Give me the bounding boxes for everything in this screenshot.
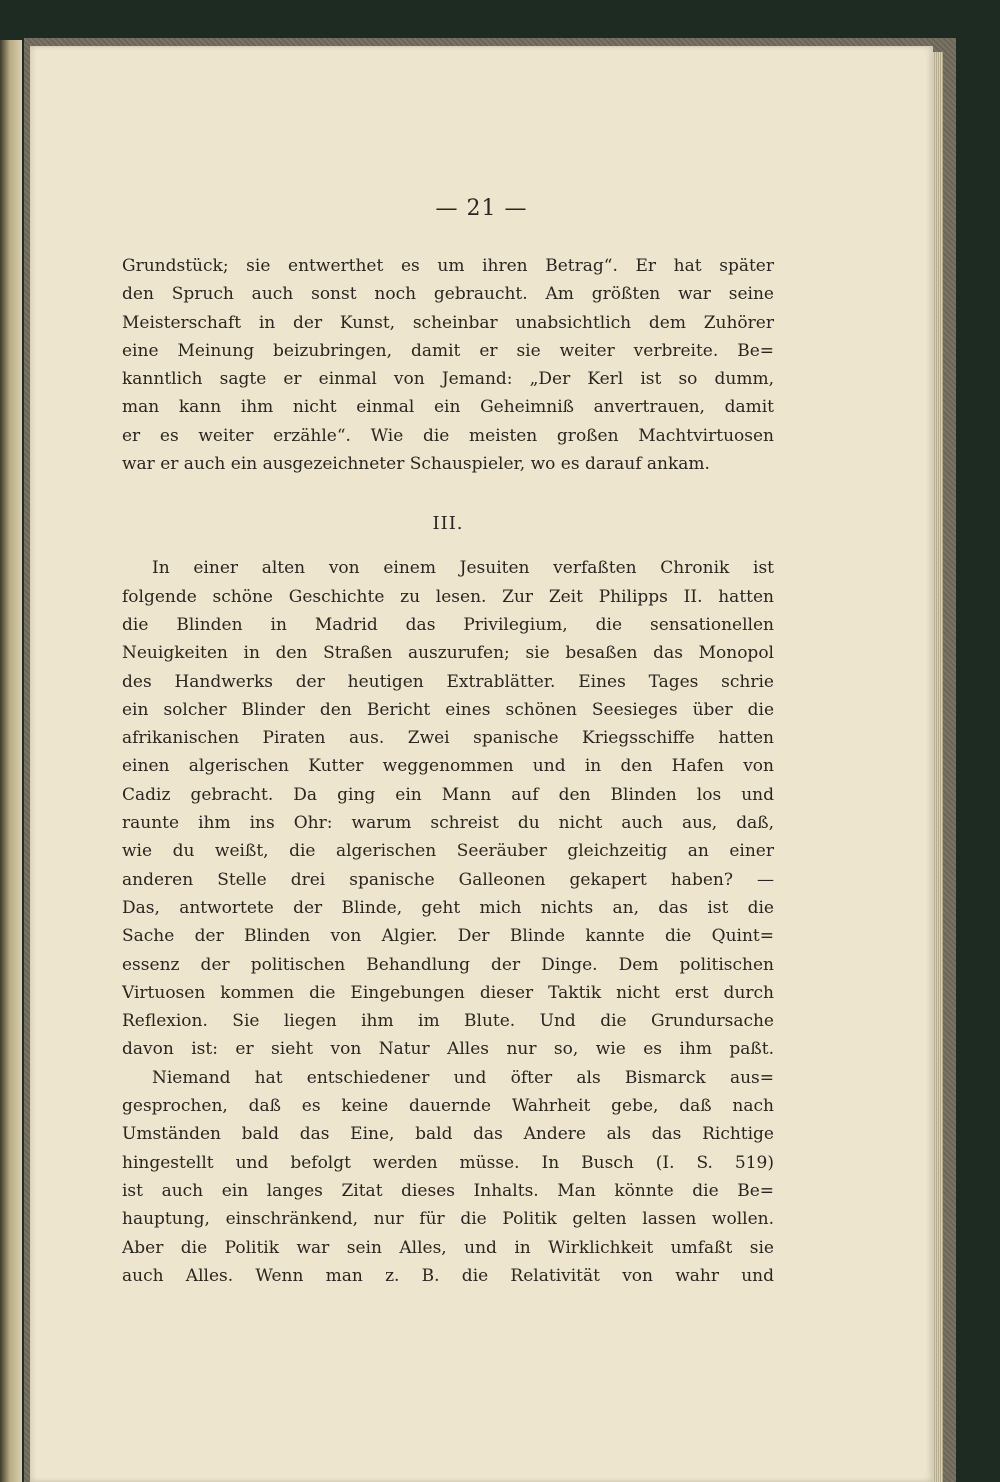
text-line: raunte ihm ins Ohr: warum schreist du nicht auch aus, daß, (122, 813, 774, 834)
text-line: Das, antwortete der Blinde, geht mich nichts an, das ist die (122, 897, 774, 918)
text-line: Grundstück; sie entwerthet es um ihren Betrag“. Er hat später (122, 256, 774, 276)
text-line: wie du weißt, die algerischen Seeräuber gleichzeitig an einer (122, 841, 774, 862)
text-line: Cadiz gebracht. Da ging ein Mann auf den Blinden los und (122, 784, 774, 805)
text-line: Neuigkeiten in den Straßen auszurufen; sie besaßen das Monopol (122, 643, 774, 664)
text-line: des Handwerks der heutigen Extrablätter. Eines Tages schrie (122, 671, 774, 692)
text-line: anderen Stelle drei spanische Galleonen gekapert haben? — (122, 869, 774, 890)
text-line: davon ist: er sieht von Natur Alles nur so, wie es ihm paßt. (122, 1039, 774, 1060)
text-line: Sache der Blinden von Algier. Der Blinde kannte die Quint= (122, 926, 774, 947)
text-line: afrikanischen Piraten aus. Zwei spanische Kriegsschiffe hatten (122, 728, 774, 749)
text-line: essenz der politischen Behandlung der Dinge. Dem politischen (122, 954, 774, 975)
paragraph-3 (122, 1064, 774, 1290)
text-line: war er auch ein ausgezeichneter Schauspieler, wo es darauf ankam. (122, 454, 710, 475)
text-line: Niemand hat entschiedener und öfter als Bismarck aus= (152, 1067, 774, 1088)
text-line: hauptung, einschränkend, nur für die Politik gelten lassen wollen. (122, 1209, 774, 1230)
text-line: einen algerischen Kutter weggenommen und in den Hafen von (122, 756, 774, 777)
previous-page-edge (0, 40, 22, 1482)
text-line: Reflexion. Sie liegen ihm im Blute. Und die Grundursache (122, 1011, 774, 1032)
text-line: man kann ihm nicht einmal ein Geheimniß anvertrauen, damit (122, 397, 774, 418)
text-line: Umständen bald das Eine, bald das Andere als das Richtige (122, 1124, 774, 1145)
text-line: den Spruch auch sonst noch gebraucht. Am größten war seine (122, 284, 774, 305)
text-line: Aber die Politik war sein Alles, und in Wirklichkeit umfaßt sie (122, 1237, 774, 1258)
text-line: Virtuosen kommen die Eingebungen dieser Taktik nicht erst durch (122, 982, 774, 1003)
text-line: hingestellt und befolgt werden müsse. In Busch (I. S. 519) (122, 1152, 774, 1173)
text-line: Meisterschaft in der Kunst, scheinbar unabsichtlich dem Zuhörer (122, 312, 774, 333)
page-stack-edge (933, 52, 943, 1482)
book-page (30, 46, 933, 1482)
page-number: — 21 — (435, 196, 528, 221)
text-line: ein solcher Blinder den Bericht eines schönen Seesieges über die (122, 699, 774, 720)
paragraph-2 (122, 554, 774, 1063)
text-line: eine Meinung beizubringen, damit er sie weiter verbreite. Be= (122, 340, 774, 361)
text-line: In einer alten von einem Jesuiten verfaßten Chronik ist (152, 558, 774, 579)
page-text (122, 252, 774, 1290)
text-line: folgende schöne Geschichte zu lesen. Zur Zeit Philipps II. hatten (122, 586, 774, 607)
text-line: er es weiter erzähle“. Wie die meisten großen Machtvirtuosen (122, 425, 774, 446)
text-line: kanntlich sagte er einmal von Jemand: „Der Kerl ist so dumm, (122, 369, 774, 390)
text-line: gesprochen, daß es keine dauernde Wahrheit gebe, daß nach (122, 1096, 774, 1117)
text-line: die Blinden in Madrid das Privilegium, die sensationellen (122, 614, 774, 635)
section-heading: III. (432, 513, 464, 535)
text-line: ist auch ein langes Zitat dieses Inhalts. Man könnte die Be= (122, 1180, 774, 1201)
paragraph-1 (122, 252, 774, 478)
text-line: auch Alles. Wenn man z. B. die Relativität von wahr und (122, 1265, 774, 1286)
